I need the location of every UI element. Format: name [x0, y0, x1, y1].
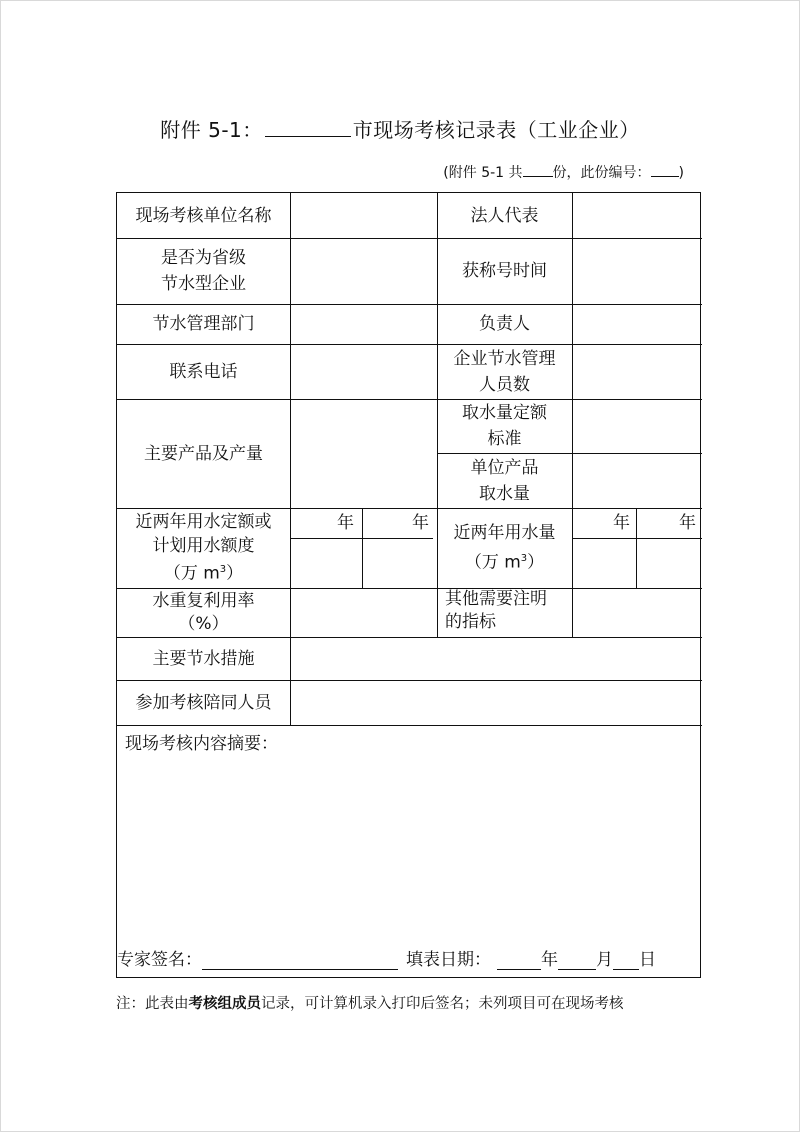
quota-plan-line1: 近两年用水定额或 [135, 512, 272, 533]
signature-row [117, 945, 702, 970]
reuse-line2: （%） [178, 613, 229, 634]
person-in-charge-field[interactable] [573, 304, 702, 344]
page-title [0, 114, 800, 143]
phone-label: 联系电话 [169, 361, 238, 382]
dept-field[interactable] [291, 304, 437, 344]
date-year-label: 年 [541, 950, 558, 970]
water-use-label [437, 508, 572, 588]
water-use-line1: 近两年用水量 [453, 523, 556, 544]
other-label [437, 588, 572, 637]
measures-field[interactable] [291, 637, 702, 680]
accompany-field[interactable] [291, 680, 702, 725]
summary-label: 现场考核内容摘要： [125, 734, 278, 754]
note-pre: 注：此表由 [116, 996, 189, 1012]
phone-field[interactable] [291, 344, 437, 399]
reuse-label [117, 588, 290, 637]
quota-year1-field[interactable] [291, 539, 362, 588]
use-year1-field[interactable] [573, 539, 636, 588]
date-year-field[interactable] [497, 949, 541, 970]
person-in-charge-label: 负责人 [479, 314, 530, 334]
staff-count-line2: 人员数 [479, 374, 530, 395]
award-time-field[interactable] [573, 238, 702, 304]
legal-rep-label: 法人代表 [470, 205, 539, 226]
note-post: 记录，可计算机录入打印后签名；未列项目可在现场考核 [261, 996, 624, 1012]
quota-plan-line3: （万 $m^3$） [163, 563, 244, 584]
quota-label [437, 399, 572, 453]
year2-label: 年 [412, 513, 429, 533]
unit-name-label: 现场考核单位名称 [135, 205, 272, 226]
unit-intake-label [437, 453, 572, 508]
other-line2: 的指标 [445, 612, 496, 632]
expert-sign-label: 专家签名： [117, 950, 202, 970]
attachment-note [443, 162, 684, 182]
dept-label: 节水管理部门 [152, 314, 255, 334]
summary-field[interactable] [117, 753, 702, 933]
copy-number-blank[interactable] [651, 164, 679, 177]
quota-plan-line2: 计划用水额度 [152, 536, 255, 557]
reuse-line1: 水重复利用率 [152, 590, 255, 611]
provincial-label [117, 238, 290, 304]
fill-date-label: 填表日期： [406, 950, 491, 970]
date-day-label: 日 [639, 950, 656, 970]
row-divider [117, 725, 702, 726]
record-form [116, 192, 701, 978]
other-field[interactable] [573, 588, 702, 637]
quota-field[interactable] [573, 399, 702, 453]
accompany-label: 参加考核陪同人员 [135, 692, 272, 713]
subtitle-part3: ) [678, 165, 684, 181]
water-use-line2: （万 $m^3$） [464, 552, 545, 573]
quota-line1: 取水量定额 [462, 403, 547, 423]
quota-year2-field[interactable] [363, 539, 437, 588]
award-time-label: 获称号时间 [462, 261, 547, 281]
date-day-field[interactable] [613, 949, 639, 970]
products-field[interactable] [291, 399, 437, 508]
footnote [116, 992, 624, 1013]
unit-intake-line2: 取水量 [479, 483, 530, 504]
city-blank[interactable] [265, 118, 351, 137]
unit-intake-line1: 单位产品 [470, 457, 539, 478]
expert-sign-field[interactable] [202, 949, 398, 970]
year3-label: 年 [613, 513, 630, 533]
subtitle-part1: (附件 5-1 共 [443, 165, 523, 181]
date-month-field[interactable] [558, 949, 596, 970]
copies-blank[interactable] [523, 164, 553, 177]
provincial-field[interactable] [291, 238, 437, 304]
use-year2-field[interactable] [637, 539, 702, 588]
staff-count-line1: 企业节水管理 [453, 348, 556, 369]
legal-rep-field[interactable] [573, 193, 702, 238]
other-line1: 其他需要注明 [445, 589, 547, 609]
products-label: 主要产品及产量 [144, 443, 263, 464]
unit-intake-field[interactable] [573, 453, 702, 508]
provincial-label-line2: 节水型企业 [161, 274, 246, 294]
quota-plan-label [117, 508, 290, 588]
year4-label: 年 [679, 513, 696, 533]
reuse-field[interactable] [291, 588, 437, 637]
quota-line2: 标准 [487, 429, 522, 449]
date-month-label: 月 [596, 950, 613, 970]
provincial-label-line1: 是否为省级 [161, 248, 246, 268]
unit-name-field[interactable] [291, 193, 437, 238]
title-suffix: 市现场考核记录表（工业企业） [352, 118, 640, 142]
title-prefix: 附件 5-1： [160, 118, 263, 142]
year1-label: 年 [337, 513, 354, 533]
subtitle-part2: 份，此份编号： [552, 165, 651, 181]
note-bold: 考核组成员 [188, 996, 261, 1012]
staff-count-field[interactable] [573, 344, 702, 399]
staff-count-label [437, 344, 572, 399]
measures-label: 主要节水措施 [152, 648, 255, 669]
